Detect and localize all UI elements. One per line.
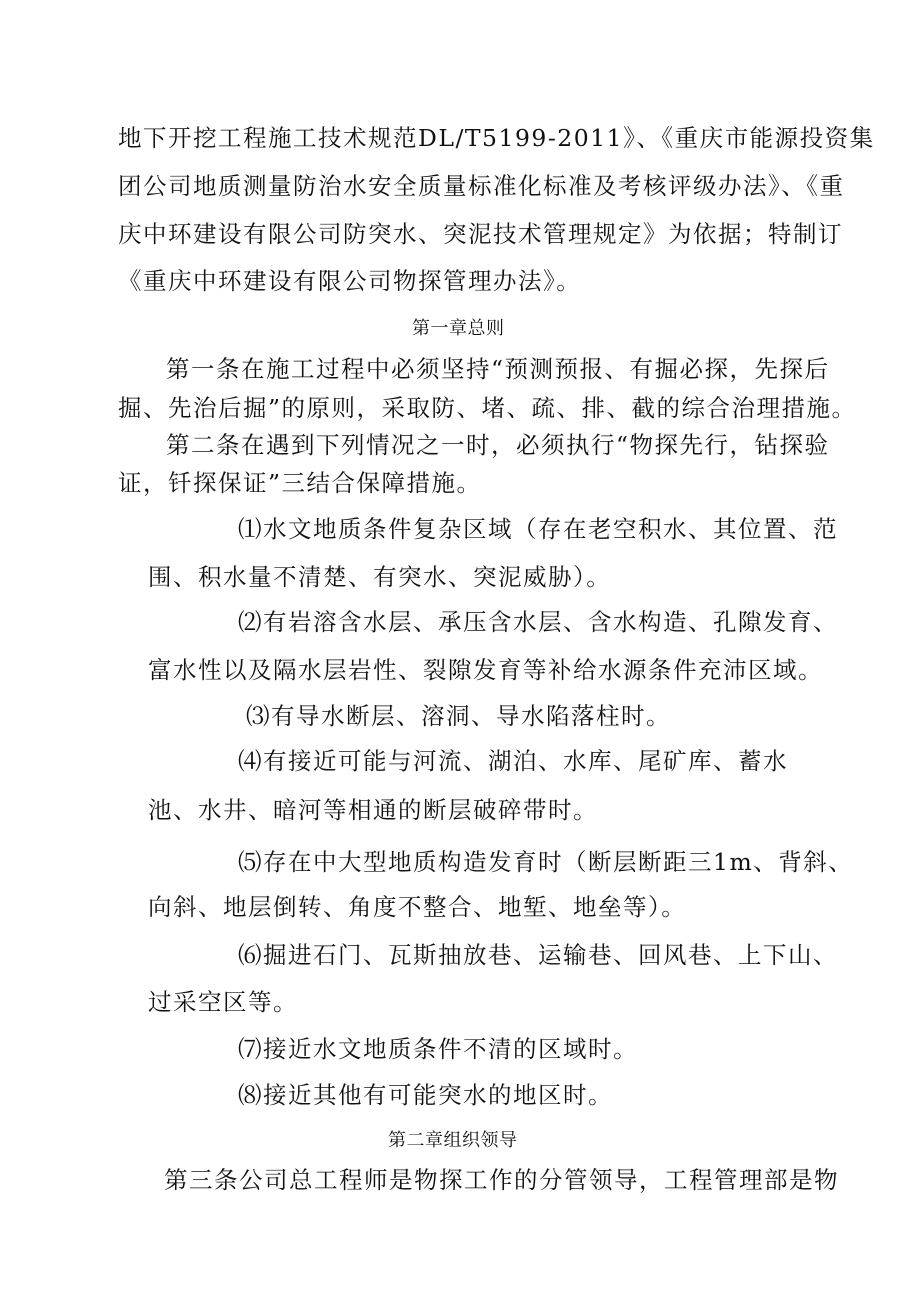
- article-3-line-1: 第三条公司总工程师是物探工作的分管领导，工程管理部是物: [164, 1166, 839, 1194]
- item-1-line-2: 围、积水量不清楚、有突水、突泥威胁）。: [148, 563, 612, 591]
- intro-line-3: 庆中环建设有限公司防突水、突泥技术管理规定》为依据；特制订: [118, 220, 843, 248]
- chapter-1-title: 第一章总则: [412, 318, 505, 339]
- article-2-line-2: 证，钎探保证”三结合保障措施。: [118, 469, 482, 497]
- item-2-line-1: ⑵有岩溶含水层、承压含水层、含水构造、孔隙发育、: [238, 608, 838, 636]
- intro-line-2: 团公司地质测量防治水安全质量标准化标准及考核评级办法》、《重: [118, 172, 845, 200]
- intro-line-4: 《重庆中环建设有限公司物探管理办法》。: [118, 267, 582, 295]
- item-1-line-1: ⑴水文地质条件复杂区域（存在老空积水、其位置、范: [238, 515, 838, 543]
- item-4-line-2: 池、水井、暗河等相通的断层破碎带时。: [148, 796, 598, 824]
- item-3-line-1: ⑶有导水断层、溶洞、导水陷落柱时。: [246, 702, 671, 730]
- intro-line-1: 地下开挖工程施工技术规范DL/T5199-2011》、《重庆市能源投资集: [118, 124, 875, 152]
- item-4-line-1: ⑷有接近可能与河流、湖泊、水库、尾矿库、蓄水: [238, 747, 788, 775]
- item-2-line-2: 富水性以及隔水层岩性、裂隙发育等补给水源条件充沛区域。: [148, 656, 823, 684]
- item-6-line-1: ⑹掘进石门、瓦斯抽放巷、运输巷、回风巷、上下山、: [238, 941, 838, 969]
- chapter-2-title: 第二章组织领导: [388, 1130, 518, 1151]
- item-7-line-1: ⑺接近水文地质条件不清的区域时。: [238, 1035, 638, 1063]
- item-5-line-1: ⑸存在中大型地质构造发育时（断层断距三1m、背斜、: [238, 848, 854, 876]
- article-1-line-1: 第一条在施工过程中必须坚持“预测预报、有掘必探，先探后: [166, 355, 830, 383]
- article-2-line-1: 第二条在遇到下列情况之一时，必须执行“物探先行，钻探验: [166, 431, 830, 459]
- article-1-line-2: 掘、先治后掘”的原则，采取防、堵、疏、排、截的综合治理措施。: [118, 394, 857, 422]
- item-5-line-2: 向斜、地层倒转、角度不整合、地堑、地垒等）。: [148, 893, 687, 921]
- item-8-line-1: ⑻接近其他有可能突水的地区时。: [238, 1081, 613, 1109]
- item-6-line-2: 过采空区等。: [148, 988, 298, 1016]
